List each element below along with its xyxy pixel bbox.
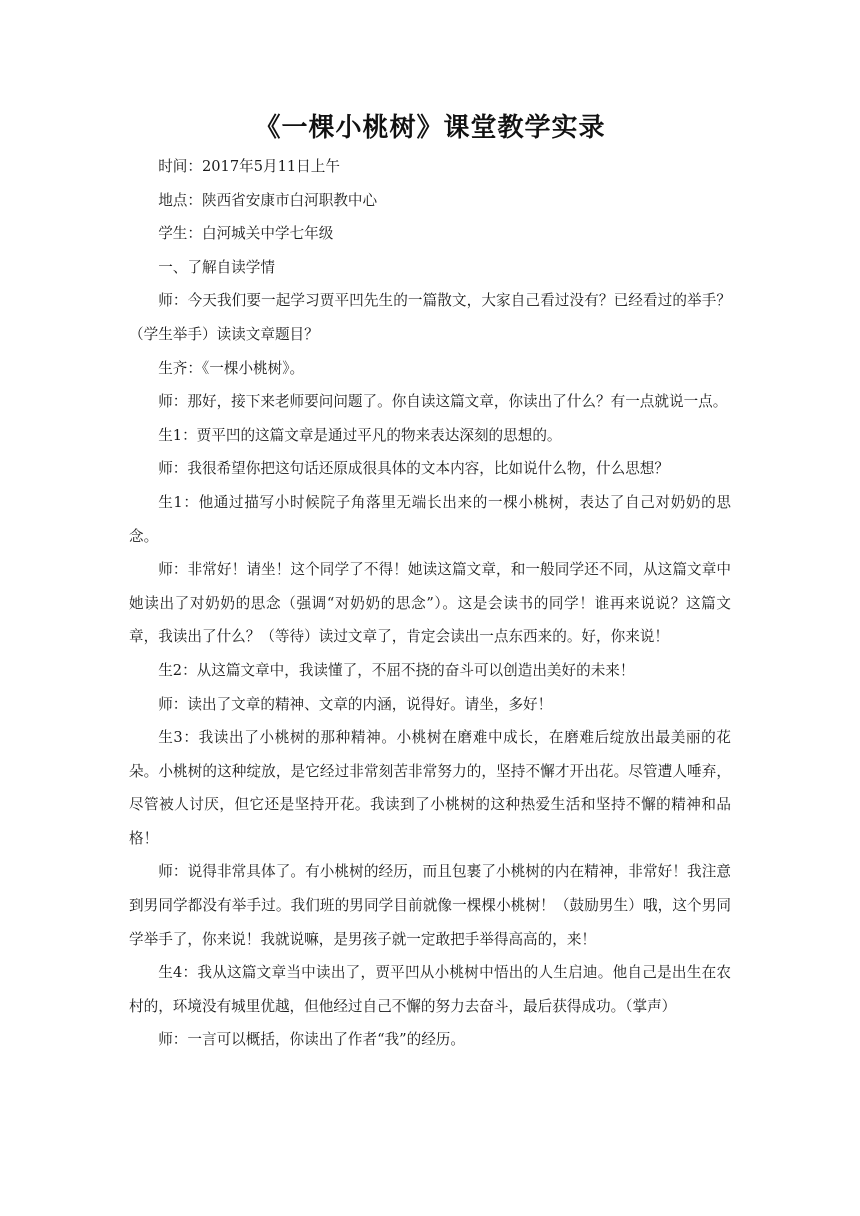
paragraph: 师：读出了文章的精神、文章的内涵，说得好。请坐，多好！ [158,695,553,713]
paragraph: 师：今天我们要一起学习贾平凹先生的一篇散文，大家自己看过没有？已经看过的举手？（学生举手）读读文章题目？ [129,292,731,343]
paragraph: 生2：从这篇文章中，我读懂了，不屈不挠的奋斗可以创造出美好的未来！ [158,661,635,679]
paragraph: 生1：他通过描写小时候院子角落里无端长出来的一棵小桃树，表达了自己对奶奶的思念。 [129,493,731,545]
paragraph-location: 地点：陕西省安康市白河职教中心 [158,191,378,209]
paragraph: 师：一言可以概括，你读出了作者“我”的经历。 [158,1031,465,1049]
paragraph: 生3：我读出了小桃树的那种精神。小桃树在磨难中成长，在磨难后绽放出最美丽的花朵。小桃树的这种绽放，是它经过非常刻苦非常努力的，坚持不懈才开出花。尽管遭人唾弃，尽管被人讨厌，但它还是坚持开花。我读到了小桃树的这种热爱生活和坚持不懈的精神和品格！ [129,729,731,847]
paragraph-students: 学生：白河城关中学七年级 [158,225,334,243]
document-title: 《一棵小桃树》课堂教学实录 [254,113,606,143]
paragraph-time: 时间：2017年5月11日上午 [158,158,340,175]
paragraph: 生齐：《一棵小桃树》。 [158,359,305,377]
paragraph: 师：我很希望你把这句话还原成很具体的文本内容，比如说什么物，什么思想？ [158,460,669,478]
paragraph: 生1：贾平凹的这篇文章是通过平凡的物来表达深刻的思想的。 [158,426,562,444]
paragraph: 生4：我从这篇文章当中读出了，贾平凹从小桃树中悟出的人生启迪。他自己是出生在农村的，环境没有城里优越，但他经过自己不懈的努力去奋斗，最后获得成功。（掌声） [129,964,731,1015]
paragraph: 师：非常好！请坐！这个同学了不得！她读这篇文章，和一般同学还不同，从这篇文章中她读出了对奶奶的思念（强调“对奶奶的思念”）。这是会读书的同学！谁再来说说？这篇文章，我读出了什么？（等待）读过文章了，肯定会读出一点东西来的。好，你来说！ [129,561,731,646]
document-body [129,150,731,1057]
paragraph: 师：那好，接下来老师要问问题了。你自读这篇文章，你读出了什么？有一点就说一点。 [158,393,728,411]
paragraph: 师：说得非常具体了。有小桃树的经历，而且包裹了小桃树的内在精神，非常好！我注意到男同学都没有举手过。我们班的男同学目前就像一棵棵小桃树！（鼓励男生）哦，这个男同学举手了，你来说！我就说嘛，是男孩子就一定敢把手举得高高的，来！ [129,863,731,948]
section-heading: 一、了解自读学情 [158,258,275,276]
